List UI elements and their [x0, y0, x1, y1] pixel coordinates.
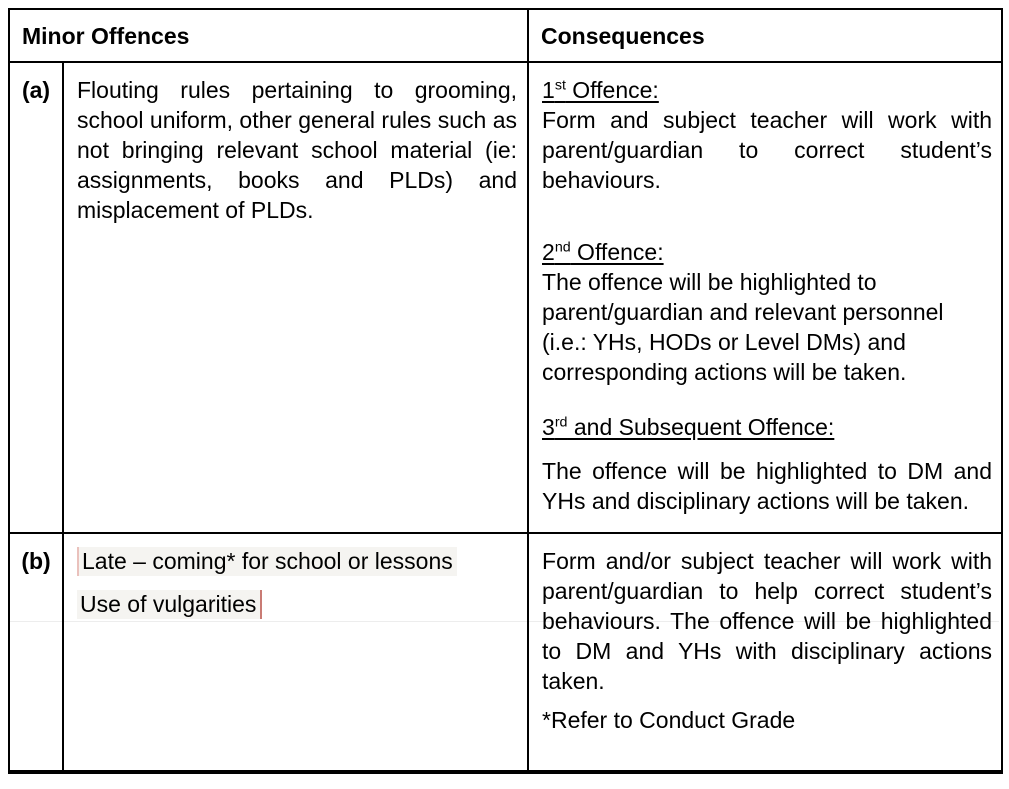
- highlighted-text-vulgarities: Use of vulgarities: [77, 590, 262, 619]
- conduct-grade-footnote: *Refer to Conduct Grade: [542, 707, 796, 733]
- third-offence-body: The offence will be highlighted to DM and YHs and disciplinary actions will be taken.: [542, 458, 993, 514]
- third-offence-block: [542, 412, 992, 516]
- table-header-row: [9, 9, 1002, 62]
- third-offence-ordinal-suffix: rd: [554, 414, 568, 431]
- offence-line-vulgarities: [77, 589, 517, 619]
- row-b-offence-cell: [63, 533, 528, 772]
- second-offence-heading: [542, 237, 992, 267]
- second-offence-heading-rest: Offence:: [570, 239, 664, 265]
- first-offence-block: [542, 75, 992, 195]
- table-row-a: [9, 62, 1002, 533]
- row-b-consequences-body: Form and/or subject teacher will work with parent/guardian to help correct student’s behaviours. The offence will be highlighted to DM and YHs with disciplinary actions taken.: [542, 548, 993, 694]
- first-offence-body: Form and subject teacher will work with parent/guardian to correct student’s behaviours.: [542, 107, 993, 193]
- third-offence-number: 3: [542, 414, 555, 440]
- first-offence-heading: [542, 75, 992, 105]
- second-offence-number: 2: [542, 239, 555, 265]
- column-header-consequences: Consequences: [528, 9, 1002, 62]
- highlighted-text-late-coming: Late – coming* for school or lessons: [77, 547, 457, 576]
- first-offence-heading-rest: Offence:: [565, 77, 659, 103]
- first-offence-number: 1: [542, 77, 555, 103]
- screenshot-stitch-artifact-line: [10, 621, 999, 622]
- third-offence-heading-rest: and Subsequent Offence:: [567, 414, 835, 440]
- row-a-consequences-cell: [528, 62, 1002, 533]
- second-offence-body: The offence will be highlighted to parent/guardian and relevant personnel (i.e.: YHs, HODs or Level DMs) and corresponding actions will be taken.: [542, 269, 944, 385]
- offences-consequences-table: [8, 8, 1003, 774]
- row-b-consequences-cell: [528, 533, 1002, 772]
- second-offence-ordinal-suffix: nd: [554, 239, 571, 256]
- table-row-b: [9, 533, 1002, 772]
- offence-line-late-coming: [77, 546, 517, 576]
- row-a-label: (a): [9, 62, 63, 533]
- column-header-minor-offences: Minor Offences: [9, 9, 528, 62]
- row-a-offence-text: Flouting rules pertaining to grooming, school uniform, other general rules such as not bringing relevant school material (ie: assignments, books and PLDs) and misplacement of PLDs.: [63, 62, 528, 533]
- second-offence-block: [542, 237, 992, 387]
- first-offence-ordinal-suffix: st: [554, 77, 566, 94]
- third-offence-heading: [542, 412, 992, 442]
- row-b-label: (b): [9, 533, 63, 772]
